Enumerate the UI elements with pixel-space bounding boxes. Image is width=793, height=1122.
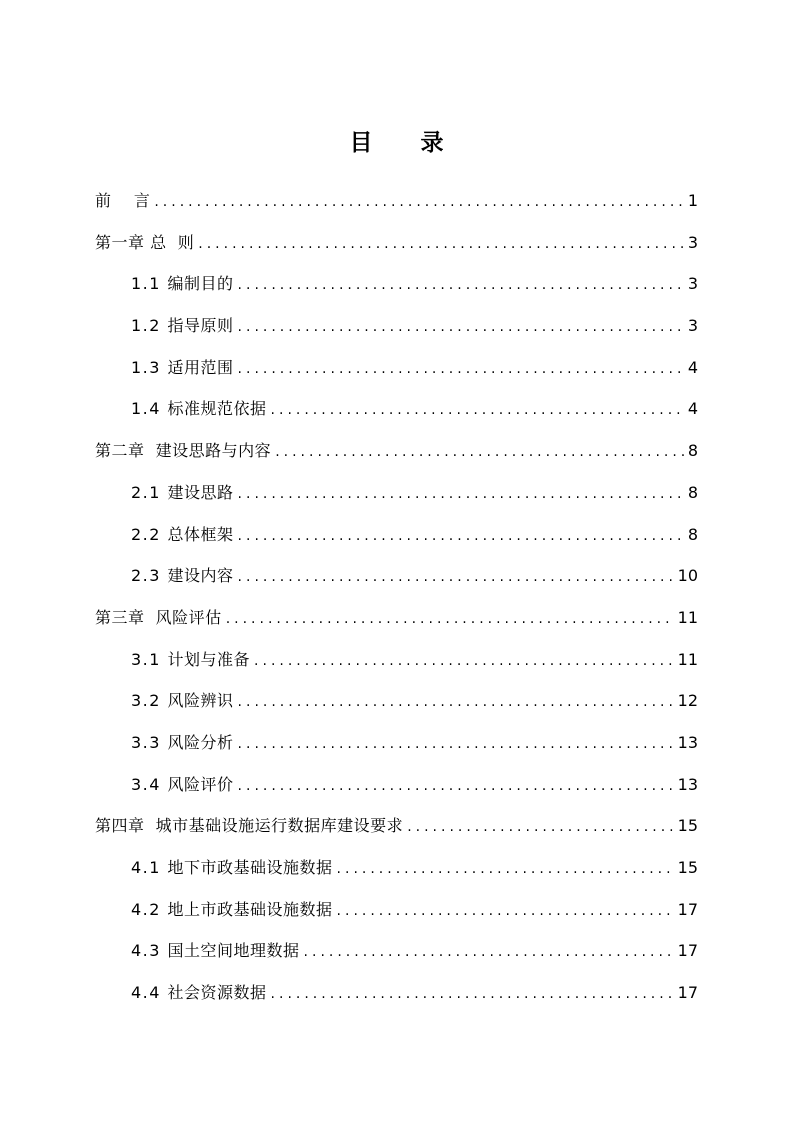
toc-entry-label: 适用范围 [167, 357, 234, 377]
toc-entry-label: 建设内容 [167, 566, 234, 586]
toc-list [95, 180, 698, 1014]
toc-page-number: 15 [677, 858, 698, 877]
toc-entry-number: 2.1 [131, 482, 168, 502]
toc-entry-label: 社会资源数据 [167, 983, 267, 1003]
toc-dot-leader [238, 557, 674, 599]
toc-page-number: 17 [677, 941, 698, 961]
toc-section-entry[interactable] [95, 764, 698, 806]
toc-entry-number: 3.2 [131, 691, 168, 711]
toc-entry-number: 2.3 [131, 566, 168, 586]
toc-page-number: 17 [677, 899, 698, 919]
toc-entry-number: 1.3 [131, 357, 168, 377]
toc-title: 目 录 [349, 130, 464, 156]
toc-page-number: 11 [677, 649, 698, 669]
toc-page-number: 12 [677, 691, 698, 711]
toc-dot-leader [238, 682, 674, 724]
toc-dot-leader [254, 641, 674, 683]
toc-dot-leader [154, 182, 683, 224]
toc-page-number: 4 [687, 399, 698, 419]
toc-dot-leader [238, 766, 674, 808]
toc-page-number: 8 [687, 482, 698, 502]
toc-section-entry[interactable] [95, 847, 698, 889]
toc-entry-number: 3.3 [131, 732, 168, 752]
toc-page-number: 8 [687, 441, 698, 461]
toc-entry-number: 1.2 [131, 316, 168, 336]
toc-dot-leader [337, 849, 674, 891]
toc-entry-label: 风险评价 [167, 774, 234, 794]
toc-entry-number: 1.1 [131, 274, 168, 294]
toc-entry-label: 标准规范依据 [167, 399, 267, 419]
toc-entry-label: 第三章 风险评估 [95, 607, 222, 627]
toc-section-entry[interactable] [95, 680, 698, 722]
toc-section-entry[interactable] [95, 930, 698, 972]
toc-dot-leader [238, 516, 684, 558]
toc-chapter-entry[interactable] [95, 430, 698, 472]
toc-chapter-entry[interactable] [95, 222, 698, 264]
toc-section-entry[interactable] [95, 347, 698, 389]
toc-entry-label: 计划与准备 [167, 649, 251, 669]
toc-dot-leader [238, 724, 674, 766]
toc-entry-label: 总体框架 [167, 524, 234, 544]
toc-section-entry[interactable] [95, 514, 698, 556]
toc-dot-leader [337, 891, 674, 933]
toc-dot-leader [271, 390, 684, 432]
toc-section-entry[interactable] [95, 305, 698, 347]
toc-dot-leader [238, 265, 684, 307]
toc-entry-label: 第四章 城市基础设施运行数据库建设要求 [95, 816, 404, 836]
toc-dot-leader [407, 807, 673, 849]
toc-entry-number: 4.2 [131, 899, 168, 919]
toc-entry-number: 3.1 [131, 649, 168, 669]
toc-dot-leader [198, 224, 684, 266]
toc-page-number: 17 [677, 983, 698, 1003]
toc-page-number: 3 [687, 232, 698, 252]
toc-dot-leader [226, 599, 674, 641]
toc-chapter-entry[interactable] [95, 180, 698, 222]
toc-chapter-entry[interactable] [95, 805, 698, 847]
toc-section-entry[interactable] [95, 555, 698, 597]
toc-dot-leader [271, 974, 674, 1016]
toc-section-entry[interactable] [95, 472, 698, 514]
toc-dot-leader [304, 932, 674, 974]
toc-entry-number: 2.2 [131, 524, 168, 544]
toc-page-number: 3 [687, 274, 698, 294]
toc-dot-leader [275, 432, 684, 474]
toc-dot-leader [238, 307, 684, 349]
toc-page-number: 10 [677, 566, 698, 586]
toc-entry-number: 4.4 [131, 983, 168, 1003]
toc-entry-number: 1.4 [131, 399, 168, 419]
toc-page-number: 15 [677, 816, 698, 836]
toc-entry-label: 前 言 [95, 191, 151, 210]
toc-chapter-entry[interactable] [95, 597, 698, 639]
toc-section-entry[interactable] [95, 972, 698, 1014]
toc-entry-label: 第一章 总 则 [95, 232, 195, 252]
toc-dot-leader [238, 474, 684, 516]
toc-section-entry[interactable] [95, 639, 698, 681]
toc-entry-number: 4.3 [131, 941, 168, 961]
toc-dot-leader [238, 349, 684, 391]
toc-entry-label: 建设思路 [167, 482, 234, 502]
toc-page-number: 1 [687, 191, 698, 210]
toc-entry-label: 指导原则 [167, 316, 234, 336]
toc-section-entry[interactable] [95, 263, 698, 305]
toc-page-number: 13 [677, 774, 698, 794]
toc-page-number: 13 [677, 732, 698, 752]
toc-entry-label: 风险辨识 [167, 691, 234, 711]
toc-page-number: 4 [687, 357, 698, 377]
toc-section-entry[interactable] [95, 388, 698, 430]
toc-entry-label: 地上市政基础设施数据 [167, 899, 333, 919]
toc-section-entry[interactable] [95, 722, 698, 764]
toc-page-number: 11 [677, 607, 698, 627]
toc-page-number: 3 [687, 316, 698, 336]
toc-entry-label: 第二章 建设思路与内容 [95, 441, 272, 461]
toc-entry-number: 3.4 [131, 774, 168, 794]
toc-section-entry[interactable] [95, 889, 698, 931]
toc-page-number: 8 [687, 524, 698, 544]
toc-entry-label: 编制目的 [167, 274, 234, 294]
toc-entry-number: 4.1 [131, 858, 168, 877]
toc-entry-label: 地下市政基础设施数据 [167, 858, 333, 877]
toc-entry-label: 风险分析 [167, 732, 234, 752]
toc-entry-label: 国土空间地理数据 [167, 941, 300, 961]
